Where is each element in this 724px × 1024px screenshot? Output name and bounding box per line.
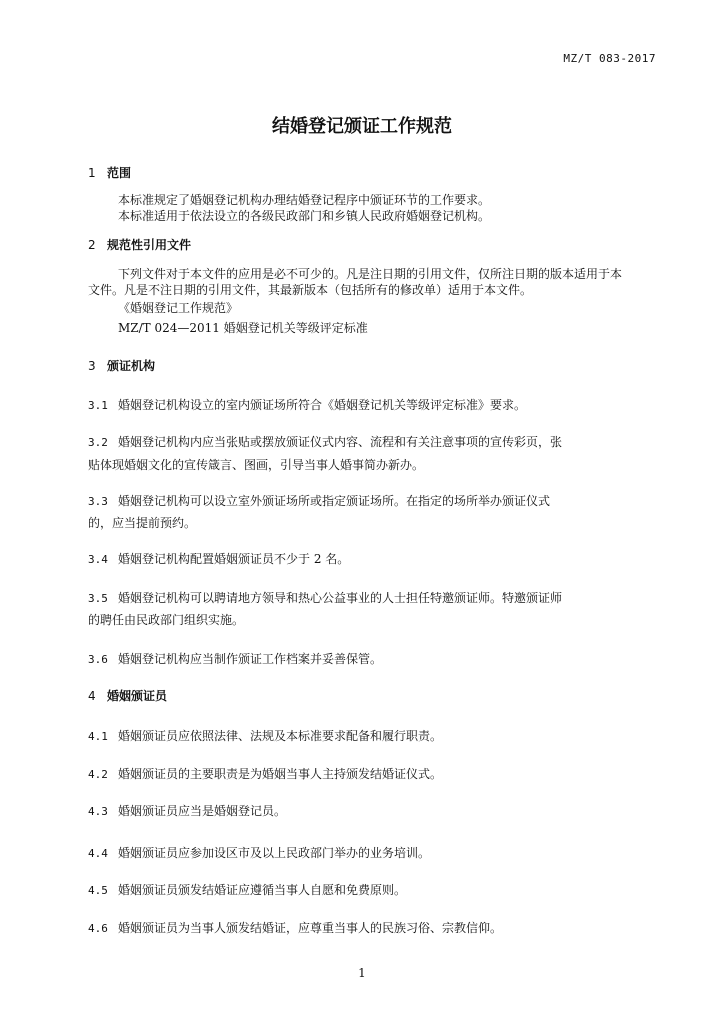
clause-text: 婚姻颁证员应当是婚姻登记员。: [118, 804, 287, 818]
clause-4-1: [88, 727, 442, 744]
clause-3-6: [88, 650, 382, 667]
clause-number: 3.3: [88, 495, 108, 508]
section-1-heading: [88, 164, 131, 181]
clause-text: 婚姻颁证员应参加设区市及以上民政部门举办的业务培训。: [118, 846, 431, 860]
paragraph: 本标准适用于依法设立的各级民政部门和乡镇人民政府婚姻登记机构。: [118, 209, 491, 223]
clause-number: 3.6: [88, 653, 108, 666]
section-number: 4: [88, 689, 96, 703]
clause-number: 3.4: [88, 553, 108, 566]
clause-text: 婚姻登记机构配置婚姻颁证员不少于 2 名。: [118, 552, 350, 566]
clause-number: 3.5: [88, 592, 108, 605]
clause-3-2-continuation: 贴体现婚姻文化的宣传箴言、图画，引导当事人婚事简办新办。: [88, 458, 425, 472]
clause-4-3: [88, 802, 286, 819]
clause-number: 4.1: [88, 730, 108, 743]
clause-4-4: [88, 844, 430, 861]
document-title: 结婚登记颁证工作规范: [272, 116, 452, 137]
section-title: 婚姻颁证员: [107, 689, 168, 703]
section-number: 1: [88, 166, 96, 180]
clause-4-5: [88, 881, 406, 898]
section-title: 颁证机构: [107, 359, 156, 373]
reference-item: 《婚姻登记工作规范》: [118, 301, 239, 315]
clause-3-3-continuation: 的，应当提前预约。: [88, 516, 197, 530]
clause-text: 婚姻登记机构内应当张贴或摆放颁证仪式内容、流程和有关注意事项的宣传彩页，张: [118, 435, 563, 449]
clause-4-2: [88, 765, 442, 782]
clause-3-4: [88, 550, 349, 567]
section-3-heading: [88, 357, 155, 374]
clause-text: 婚姻登记机构设立的室内颁证场所符合《婚姻登记机关等级评定标准》要求。: [118, 398, 527, 412]
clause-text: 婚姻颁证员应依照法律、法规及本标准要求配备和履行职责。: [118, 729, 443, 743]
page-number: 1: [358, 966, 366, 980]
clause-text: 婚姻登记机构可以设立室外颁证场所或指定颁证场所。在指定的场所举办颁证仪式: [118, 494, 551, 508]
clause-3-2: [88, 433, 562, 450]
clause-text: 婚姻颁证员颁发结婚证应遵循当事人自愿和免费原则。: [118, 883, 407, 897]
section-title: 规范性引用文件: [107, 238, 192, 252]
clause-number: 3.1: [88, 399, 108, 412]
reference-item: MZ/T 024—2011 婚姻登记机关等级评定标准: [118, 321, 368, 335]
section-number: 2: [88, 238, 96, 252]
section-4-heading: [88, 687, 167, 704]
clause-number: 4.3: [88, 805, 108, 818]
clause-text: 婚姻登记机构应当制作颁证工作档案并妥善保管。: [118, 652, 383, 666]
clause-3-1: [88, 396, 526, 413]
paragraph: 本标准规定了婚姻登记机构办理结婚登记程序中颁证环节的工作要求。: [118, 193, 491, 207]
standard-code: MZ/T 083-2017: [563, 52, 656, 65]
clause-3-5: [88, 589, 562, 606]
paragraph-continuation: 文件。凡是不注日期的引用文件，其最新版本（包括所有的修改单）适用于本文件。: [88, 283, 533, 297]
clause-3-5-continuation: 的聘任由民政部门组织实施。: [88, 613, 245, 627]
clause-number: 4.2: [88, 768, 108, 781]
section-title: 范围: [107, 166, 132, 180]
clause-number: 4.5: [88, 884, 108, 897]
clause-4-6: [88, 919, 502, 936]
clause-number: 4.4: [88, 847, 108, 860]
clause-text: 婚姻颁证员的主要职责是为婚姻当事人主持颁发结婚证仪式。: [118, 767, 443, 781]
clause-3-3: [88, 492, 550, 509]
section-number: 3: [88, 359, 96, 373]
section-2-heading: [88, 236, 191, 253]
clause-text: 婚姻登记机构可以聘请地方领导和热心公益事业的人士担任特邀颁证师。特邀颁证师: [118, 591, 563, 605]
clause-text: 婚姻颁证员为当事人颁发结婚证，应尊重当事人的民族习俗、宗教信仰。: [118, 921, 503, 935]
paragraph: 下列文件对于本文件的应用是必不可少的。凡是注日期的引用文件，仅所注日期的版本适用于本: [118, 267, 623, 281]
clause-number: 3.2: [88, 436, 108, 449]
clause-number: 4.6: [88, 922, 108, 935]
